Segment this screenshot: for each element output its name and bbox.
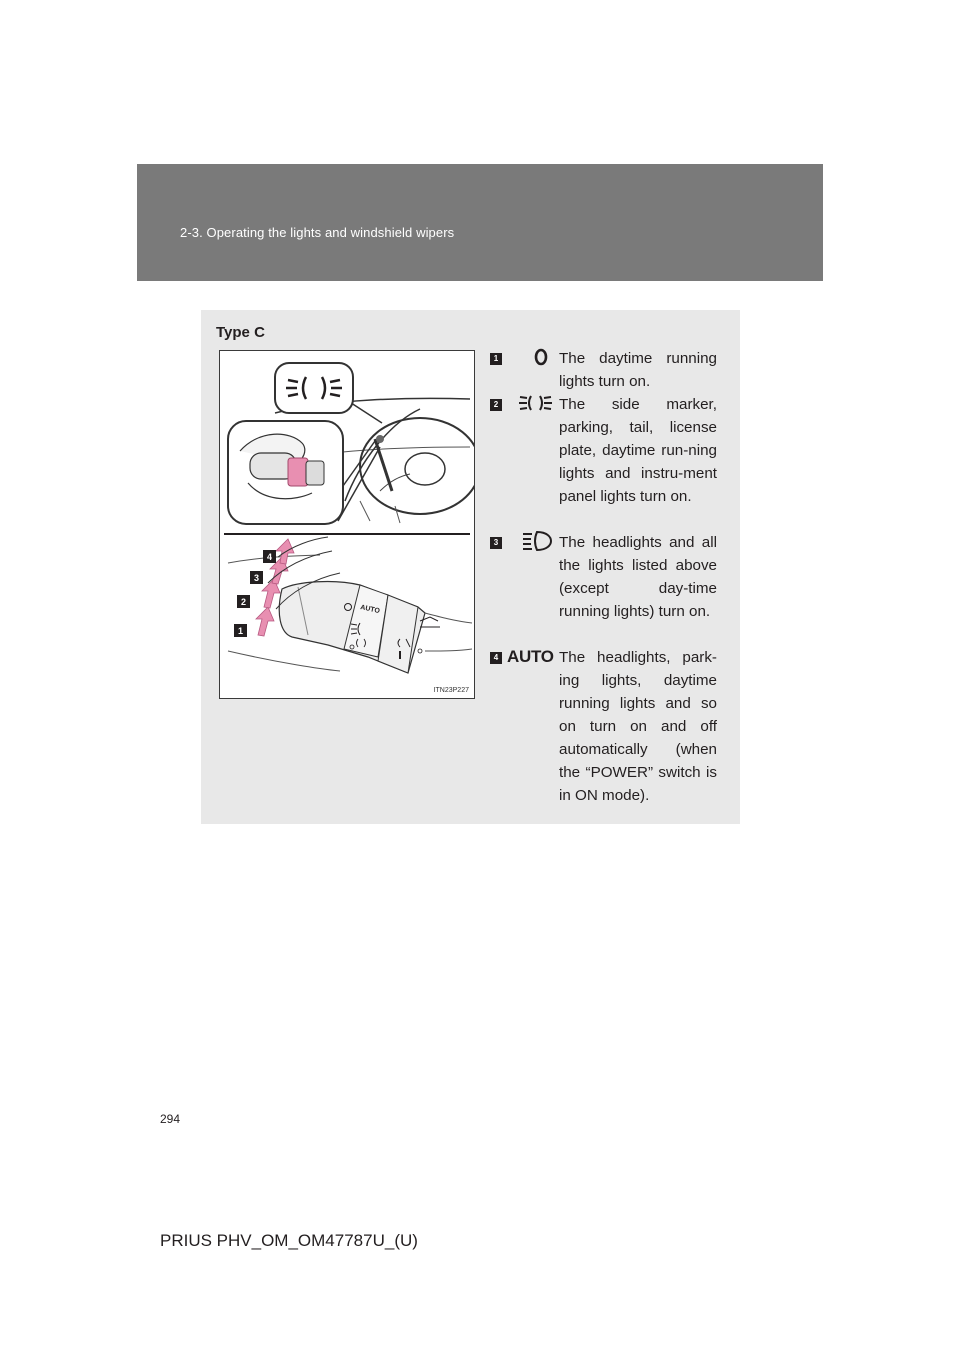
section-title: 2-3. Operating the lights and windshield wipers — [180, 225, 455, 240]
headlights-icon — [507, 529, 553, 553]
marker-2 — [237, 595, 250, 608]
svg-text:3: 3 — [253, 573, 260, 583]
svg-text:2: 2 — [240, 597, 247, 607]
svg-text:4: 4 — [266, 552, 273, 562]
entry-number: 4 — [490, 652, 502, 664]
daytime-running-lights-icon — [507, 345, 553, 369]
document-code: PRIUS PHV_OM_OM47787U_(U) — [160, 1231, 418, 1250]
page-number: 294 — [160, 1112, 181, 1126]
header-band — [137, 164, 823, 281]
entry-description: The headlights, park-ing lights, daytime running lights and so on turn on and off automatically (when the “POWER” switch is in ON mode). — [559, 649, 717, 804]
headlight-switch-lever-illustration — [219, 350, 475, 699]
side-marker-lights-icon — [507, 391, 553, 415]
lever-diagram — [220, 351, 474, 698]
entry-description: The daytime running lights turn on. — [559, 350, 717, 390]
info-panel — [201, 310, 740, 824]
auto-mode-icon: AUTO — [507, 647, 554, 666]
entry-description: The headlights and all the lights listed above (except day-time running lights) turn on. — [559, 534, 717, 620]
entry-description: The side marker, parking, tail, license plate, daytime run-ning lights and instru-ment panel lights turn on. — [559, 396, 717, 505]
entry-number: 1 — [490, 353, 502, 365]
type-label: Type C — [216, 324, 265, 341]
entry-number: 3 — [490, 537, 502, 549]
auto-switch-label: AUTO — [359, 604, 381, 616]
illustration-code: ITN23P227 — [433, 687, 469, 694]
entry-number: 2 — [490, 399, 502, 411]
marker-1 — [234, 624, 247, 637]
svg-text:1: 1 — [237, 626, 244, 636]
marker-4 — [263, 550, 276, 563]
marker-3 — [250, 571, 263, 584]
